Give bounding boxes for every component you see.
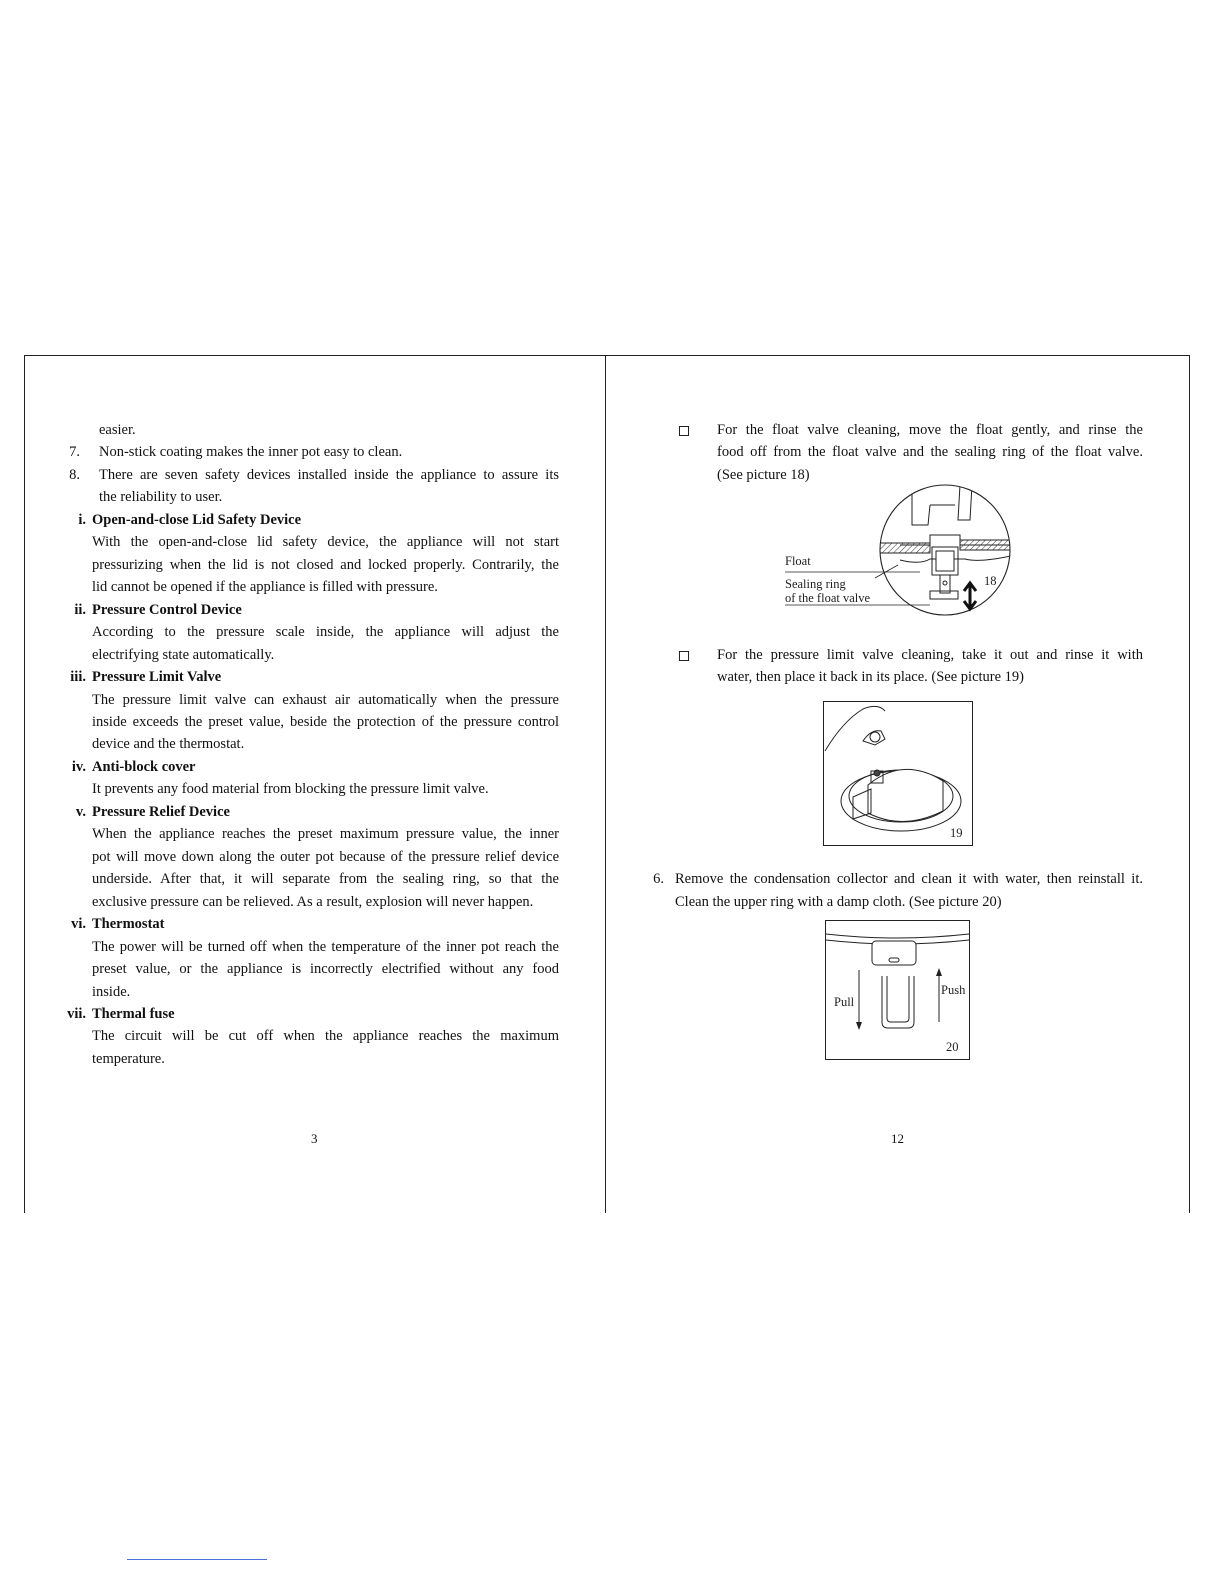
fig18-sealing-ring-label-2: of the float valve <box>785 591 871 605</box>
bullet2-line-1: For the pressure limit valve cleaning, take it out and rinse it with <box>717 647 1143 663</box>
device-vii-line-1: The circuit will be cut off when the appliance reaches the maximum <box>92 1028 559 1044</box>
fig19-number: 19 <box>950 826 963 840</box>
fig20-push-label: Push <box>941 983 966 997</box>
device-v-number: v. <box>75 804 86 820</box>
device-v-title: Pressure Relief Device <box>92 804 230 820</box>
item-6-number: 6. <box>653 871 664 887</box>
figure-20-condensation-collector <box>825 920 971 1061</box>
bullet1-line-1: For the float valve cleaning, move the float gently, and rinse the <box>717 422 1143 438</box>
fig20-number: 20 <box>946 1040 959 1054</box>
figure-18-float-valve <box>780 485 1020 617</box>
fig18-number: 18 <box>984 574 997 588</box>
item6-line-2: Clean the upper ring with a damp cloth. (See picture 20) <box>675 894 1002 910</box>
device-ii-number: ii. <box>74 602 86 618</box>
device-ii-line-2: electrifying state automatically. <box>92 647 275 663</box>
device-iv-title: Anti-block cover <box>92 759 196 775</box>
device-v-line-1: When the appliance reaches the preset maximum pressure value, the inner <box>92 826 559 842</box>
checkbox-bullet-icon <box>679 651 689 661</box>
device-vi-line-3: inside. <box>92 984 131 1000</box>
device-iv-number: iv. <box>71 759 86 775</box>
device-i-line-3: lid cannot be opened if the appliance is filled with pressure. <box>92 579 438 595</box>
right-page-number: 12 <box>891 1131 904 1146</box>
device-i-line-2: pressurizing when the lid is not closed and locked properly. Contrarily, the <box>92 557 559 573</box>
item6-line-1: Remove the condensation collector and clean it with water, then reinstall it. <box>675 871 1143 887</box>
device-v-line-2: pot will move down along the outer pot because of the pressure relief device <box>92 849 559 865</box>
fig18-sealing-ring-label-1: Sealing ring <box>785 577 846 591</box>
device-iii-line-3: device and the thermostat. <box>92 736 245 752</box>
device-iii-line-1: The pressure limit valve can exhaust air automatically when the pressure <box>92 692 559 708</box>
item-7-line-1: Non-stick coating makes the inner pot easy to clean. <box>99 444 403 460</box>
device-vii-number: vii. <box>67 1006 86 1022</box>
device-iv-line-1: It prevents any food material from blocking the pressure limit valve. <box>92 781 489 797</box>
bullet1-line-2: food off from the float valve and the sealing ring of the float valve. <box>717 444 1143 460</box>
figure-19-pressure-limit-valve <box>823 701 973 847</box>
bullet2-line-2: water, then place it back in its place. (See picture 19) <box>717 669 1025 685</box>
device-vii-title: Thermal fuse <box>92 1006 175 1022</box>
device-ii-title: Pressure Control Device <box>92 602 242 618</box>
bottom-rule <box>127 1559 267 1560</box>
left-page-number: 3 <box>311 1131 318 1146</box>
item-8-number: 8. <box>69 467 80 483</box>
bullet1-line-3: (See picture 18) <box>717 467 810 483</box>
item-8-line-2: the reliability to user. <box>99 489 223 505</box>
device-v-line-3: underside. After that, it will separate from the sealing ring, so that the <box>92 871 559 887</box>
device-vi-line-1: The power will be turned off when the temperature of the inner pot reach the <box>92 939 559 955</box>
device-vii-line-2: temperature. <box>92 1051 165 1067</box>
item-7-number: 7. <box>69 444 80 460</box>
device-vi-line-2: preset value, or the appliance is incorrectly electrified without any food <box>92 961 559 977</box>
device-i-title: Open-and-close Lid Safety Device <box>92 512 302 528</box>
device-i-number: i. <box>78 512 86 528</box>
device-vi-title: Thermostat <box>92 916 165 932</box>
device-vi-number: vi. <box>71 916 86 932</box>
page-divider <box>605 355 606 1213</box>
device-iii-number: iii. <box>70 669 86 685</box>
fig20-pull-label: Pull <box>834 995 855 1009</box>
device-iii-line-2: inside exceeds the preset value, beside the protection of the pressure control <box>92 714 559 730</box>
intro-line: easier. <box>99 422 136 438</box>
device-i-line-1: With the open-and-close lid safety device, the appliance will not start <box>92 534 559 550</box>
fig18-float-label: Float <box>785 554 811 568</box>
device-v-line-4: exclusive pressure can be relieved. As a result, explosion will never happen. <box>92 894 534 910</box>
item-8-line-1: There are seven safety devices installed inside the appliance to assure its <box>99 467 559 483</box>
device-ii-line-1: According to the pressure scale inside, the appliance will adjust the <box>92 624 559 640</box>
checkbox-bullet-icon <box>679 426 689 436</box>
device-iii-title: Pressure Limit Valve <box>92 669 222 685</box>
